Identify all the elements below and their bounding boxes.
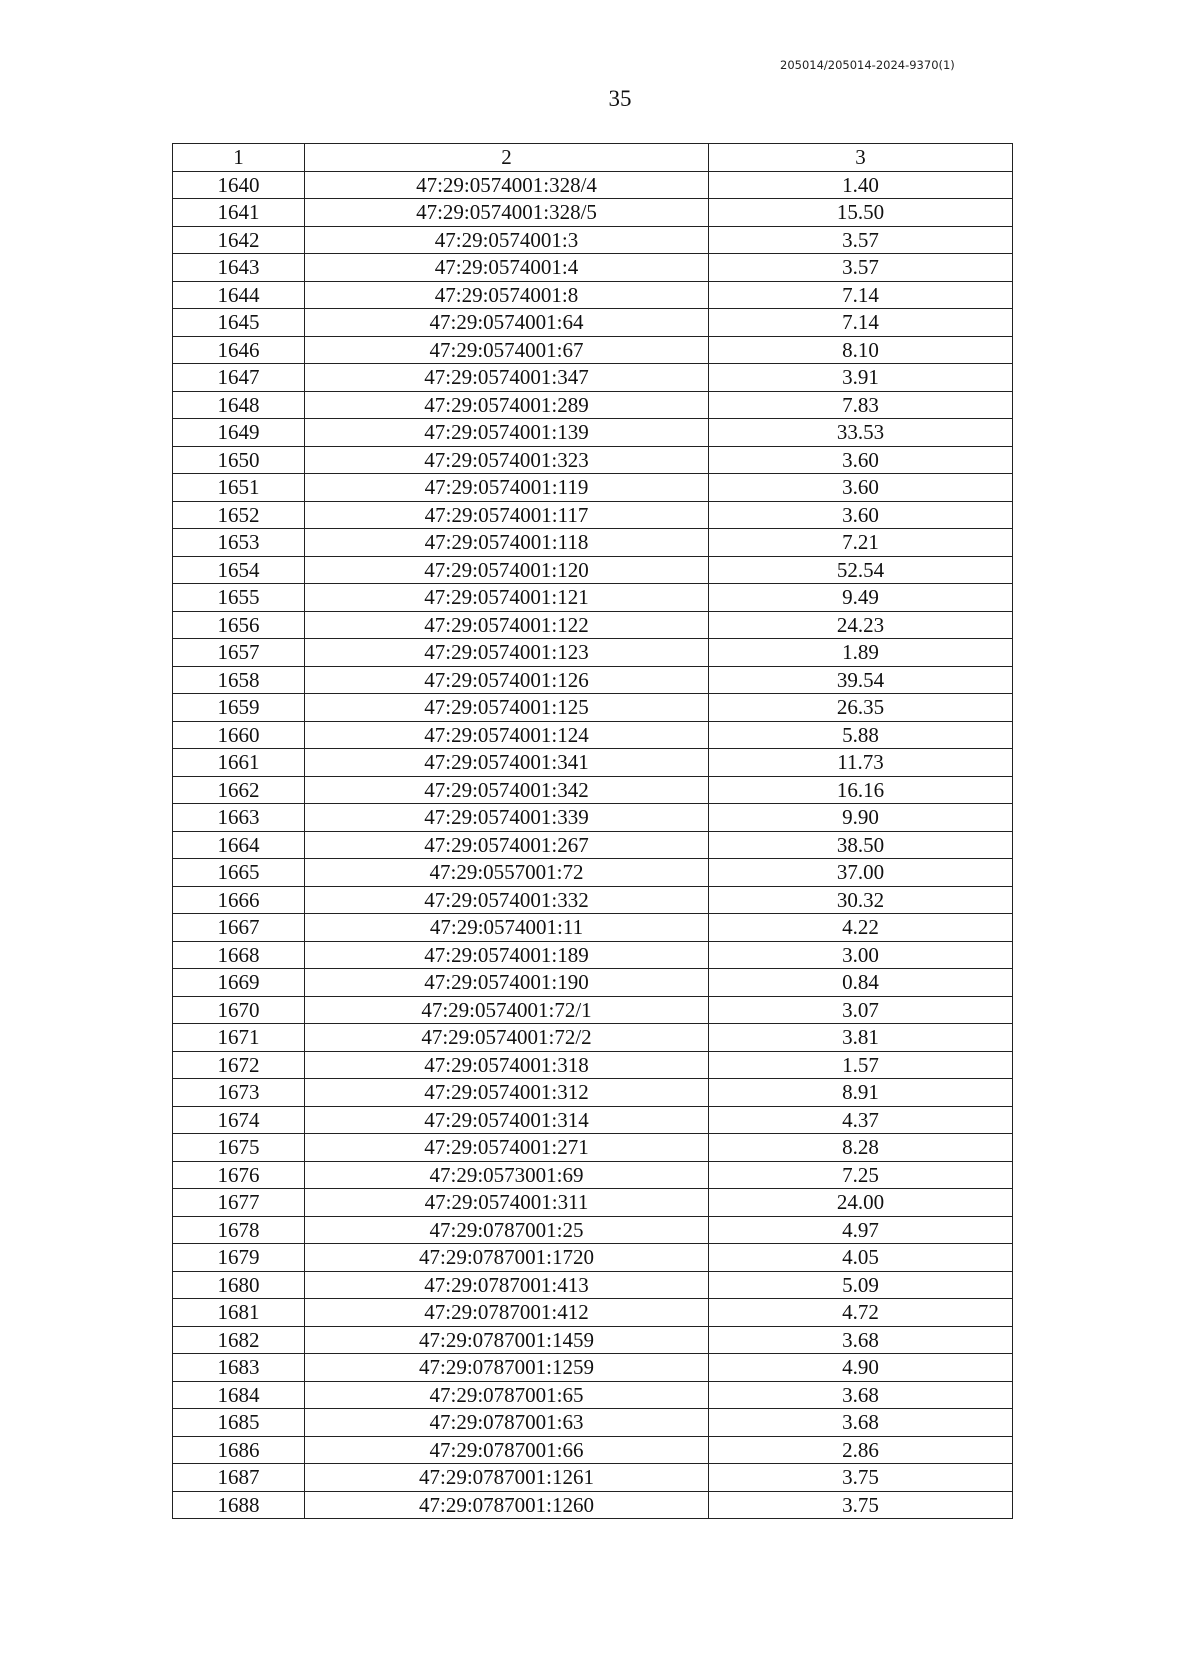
- value-cell: 4.37: [709, 1106, 1013, 1134]
- row-number-cell: 1645: [173, 309, 305, 337]
- row-number-cell: 1658: [173, 666, 305, 694]
- table-row: [173, 859, 1013, 887]
- table-row: [173, 1106, 1013, 1134]
- cadastral-number-cell: 47:29:0574001:328/5: [305, 199, 709, 227]
- value-cell: 3.91: [709, 364, 1013, 392]
- row-number-cell: 1679: [173, 1244, 305, 1272]
- cadastral-number-cell: 47:29:0574001:123: [305, 639, 709, 667]
- table-row: [173, 639, 1013, 667]
- cadastral-number-cell: 47:29:0574001:11: [305, 914, 709, 942]
- value-cell: 3.00: [709, 941, 1013, 969]
- table-row: [173, 501, 1013, 529]
- row-number-cell: 1652: [173, 501, 305, 529]
- cadastral-number-cell: 47:29:0574001:328/4: [305, 171, 709, 199]
- row-number-cell: 1665: [173, 859, 305, 887]
- row-number-cell: 1661: [173, 749, 305, 777]
- value-cell: 52.54: [709, 556, 1013, 584]
- value-cell: 16.16: [709, 776, 1013, 804]
- row-number-cell: 1677: [173, 1189, 305, 1217]
- row-number-cell: 1675: [173, 1134, 305, 1162]
- table-row: [173, 1051, 1013, 1079]
- value-cell: 26.35: [709, 694, 1013, 722]
- value-cell: 4.72: [709, 1299, 1013, 1327]
- value-cell: 3.07: [709, 996, 1013, 1024]
- cadastral-number-cell: 47:29:0787001:1720: [305, 1244, 709, 1272]
- cadastral-number-cell: 47:29:0574001:121: [305, 584, 709, 612]
- table-row: [173, 309, 1013, 337]
- table-row: [173, 914, 1013, 942]
- cadastral-number-cell: 47:29:0574001:318: [305, 1051, 709, 1079]
- row-number-cell: 1686: [173, 1436, 305, 1464]
- cadastral-number-cell: 47:29:0574001:4: [305, 254, 709, 282]
- cadastral-number-cell: 47:29:0574001:347: [305, 364, 709, 392]
- cadastral-number-cell: 47:29:0574001:117: [305, 501, 709, 529]
- value-cell: 4.90: [709, 1354, 1013, 1382]
- cadastral-number-cell: 47:29:0574001:67: [305, 336, 709, 364]
- table-row: [173, 1271, 1013, 1299]
- table-row: [173, 1189, 1013, 1217]
- cadastral-number-cell: 47:29:0574001:126: [305, 666, 709, 694]
- row-number-cell: 1654: [173, 556, 305, 584]
- row-number-cell: 1678: [173, 1216, 305, 1244]
- value-cell: 7.21: [709, 529, 1013, 557]
- row-number-cell: 1649: [173, 419, 305, 447]
- value-cell: 4.97: [709, 1216, 1013, 1244]
- row-number-cell: 1669: [173, 969, 305, 997]
- cadastral-number-cell: 47:29:0787001:1459: [305, 1326, 709, 1354]
- row-number-cell: 1648: [173, 391, 305, 419]
- row-number-cell: 1641: [173, 199, 305, 227]
- row-number-cell: 1673: [173, 1079, 305, 1107]
- value-cell: 39.54: [709, 666, 1013, 694]
- table-row: [173, 391, 1013, 419]
- cadastral-number-cell: 47:29:0574001:119: [305, 474, 709, 502]
- cadastral-number-cell: 47:29:0574001:332: [305, 886, 709, 914]
- table-row: [173, 1354, 1013, 1382]
- value-cell: 1.89: [709, 639, 1013, 667]
- value-cell: 8.10: [709, 336, 1013, 364]
- table-row: [173, 474, 1013, 502]
- value-cell: 3.60: [709, 474, 1013, 502]
- cadastral-number-cell: 47:29:0574001:342: [305, 776, 709, 804]
- row-number-cell: 1666: [173, 886, 305, 914]
- page-number: 35: [608, 86, 632, 111]
- cadastral-number-cell: 47:29:0574001:124: [305, 721, 709, 749]
- table-row: [173, 996, 1013, 1024]
- table-row: [173, 721, 1013, 749]
- value-cell: 11.73: [709, 749, 1013, 777]
- value-cell: 33.53: [709, 419, 1013, 447]
- row-number-cell: 1662: [173, 776, 305, 804]
- value-cell: 8.91: [709, 1079, 1013, 1107]
- row-number-cell: 1676: [173, 1161, 305, 1189]
- row-number-cell: 1682: [173, 1326, 305, 1354]
- row-number-cell: 1642: [173, 226, 305, 254]
- table-row: [173, 1244, 1013, 1272]
- cadastral-number-cell: 47:29:0574001:139: [305, 419, 709, 447]
- value-cell: 37.00: [709, 859, 1013, 887]
- table-row: [173, 199, 1013, 227]
- value-cell: 9.49: [709, 584, 1013, 612]
- cadastral-number-cell: 47:29:0574001:118: [305, 529, 709, 557]
- value-cell: 0.84: [709, 969, 1013, 997]
- cadastral-number-cell: 47:29:0787001:1259: [305, 1354, 709, 1382]
- cadastral-number-cell: 47:29:0787001:65: [305, 1381, 709, 1409]
- value-cell: 3.68: [709, 1409, 1013, 1437]
- cadastral-number-cell: 47:29:0787001:25: [305, 1216, 709, 1244]
- table-row: [173, 1436, 1013, 1464]
- value-cell: 3.68: [709, 1326, 1013, 1354]
- value-cell: 1.57: [709, 1051, 1013, 1079]
- cadastral-number-cell: 47:29:0574001:189: [305, 941, 709, 969]
- cadastral-number-cell: 47:29:0574001:312: [305, 1079, 709, 1107]
- value-cell: 24.23: [709, 611, 1013, 639]
- row-number-cell: 1660: [173, 721, 305, 749]
- table-row: [173, 611, 1013, 639]
- row-number-cell: 1653: [173, 529, 305, 557]
- value-cell: 4.22: [709, 914, 1013, 942]
- table-row: [173, 694, 1013, 722]
- cadastral-number-cell: 47:29:0574001:311: [305, 1189, 709, 1217]
- row-number-cell: 1643: [173, 254, 305, 282]
- row-number-cell: 1672: [173, 1051, 305, 1079]
- table-row: [173, 171, 1013, 199]
- cadastral-number-cell: 47:29:0574001:3: [305, 226, 709, 254]
- cadastral-number-cell: 47:29:0574001:72/1: [305, 996, 709, 1024]
- table-row: [173, 1491, 1013, 1519]
- value-cell: 3.57: [709, 226, 1013, 254]
- row-number-cell: 1650: [173, 446, 305, 474]
- value-cell: 38.50: [709, 831, 1013, 859]
- table-row: [173, 1134, 1013, 1162]
- cadastral-number-cell: 47:29:0574001:267: [305, 831, 709, 859]
- table-row: [173, 1216, 1013, 1244]
- column-header: 2: [305, 144, 709, 172]
- row-number-cell: 1685: [173, 1409, 305, 1437]
- value-cell: 5.09: [709, 1271, 1013, 1299]
- row-number-cell: 1670: [173, 996, 305, 1024]
- row-number-cell: 1646: [173, 336, 305, 364]
- table-row: [173, 336, 1013, 364]
- table-row: [173, 446, 1013, 474]
- cadastral-number-cell: 47:29:0574001:341: [305, 749, 709, 777]
- row-number-cell: 1681: [173, 1299, 305, 1327]
- value-cell: 7.83: [709, 391, 1013, 419]
- table-row: [173, 556, 1013, 584]
- value-cell: 7.25: [709, 1161, 1013, 1189]
- table-row: [173, 969, 1013, 997]
- cadastral-number-cell: 47:29:0574001:122: [305, 611, 709, 639]
- table-row: [173, 1024, 1013, 1052]
- table-row: [173, 1161, 1013, 1189]
- value-cell: 2.86: [709, 1436, 1013, 1464]
- table-row: [173, 1326, 1013, 1354]
- cadastral-number-cell: 47:29:0787001:413: [305, 1271, 709, 1299]
- row-number-cell: 1684: [173, 1381, 305, 1409]
- value-cell: 9.90: [709, 804, 1013, 832]
- cadastral-number-cell: 47:29:0574001:339: [305, 804, 709, 832]
- cadastral-number-cell: 47:29:0573001:69: [305, 1161, 709, 1189]
- row-number-cell: 1640: [173, 171, 305, 199]
- value-cell: 5.88: [709, 721, 1013, 749]
- row-number-cell: 1647: [173, 364, 305, 392]
- value-cell: 30.32: [709, 886, 1013, 914]
- table-row: [173, 364, 1013, 392]
- table-body: [173, 171, 1013, 1519]
- table-row: [173, 529, 1013, 557]
- row-number-cell: 1664: [173, 831, 305, 859]
- row-number-cell: 1667: [173, 914, 305, 942]
- cadastral-number-cell: 47:29:0574001:323: [305, 446, 709, 474]
- column-header: 1: [173, 144, 305, 172]
- row-number-cell: 1644: [173, 281, 305, 309]
- row-number-cell: 1680: [173, 1271, 305, 1299]
- table-row: [173, 1381, 1013, 1409]
- table-row: [173, 941, 1013, 969]
- table-row: [173, 1409, 1013, 1437]
- row-number-cell: 1688: [173, 1491, 305, 1519]
- row-number-cell: 1657: [173, 639, 305, 667]
- value-cell: 1.40: [709, 171, 1013, 199]
- header-row: [173, 144, 1013, 172]
- row-number-cell: 1674: [173, 1106, 305, 1134]
- row-number-cell: 1659: [173, 694, 305, 722]
- column-header: 3: [709, 144, 1013, 172]
- table-row: [173, 831, 1013, 859]
- cadastral-number-cell: 47:29:0574001:64: [305, 309, 709, 337]
- value-cell: 24.00: [709, 1189, 1013, 1217]
- value-cell: 15.50: [709, 199, 1013, 227]
- value-cell: 3.75: [709, 1464, 1013, 1492]
- cadastral-number-cell: 47:29:0574001:8: [305, 281, 709, 309]
- value-cell: 3.81: [709, 1024, 1013, 1052]
- table-row: [173, 666, 1013, 694]
- cadastral-number-cell: 47:29:0574001:120: [305, 556, 709, 584]
- table-row: [173, 1299, 1013, 1327]
- cadastral-number-cell: 47:29:0787001:412: [305, 1299, 709, 1327]
- cadastral-number-cell: 47:29:0574001:314: [305, 1106, 709, 1134]
- row-number-cell: 1651: [173, 474, 305, 502]
- value-cell: 3.57: [709, 254, 1013, 282]
- cadastral-number-cell: 47:29:0574001:271: [305, 1134, 709, 1162]
- registry-table: [172, 143, 1013, 1519]
- cadastral-number-cell: 47:29:0574001:289: [305, 391, 709, 419]
- table-row: [173, 1464, 1013, 1492]
- cadastral-number-cell: 47:29:0787001:66: [305, 1436, 709, 1464]
- value-cell: 3.75: [709, 1491, 1013, 1519]
- document-id: 205014/205014-2024-9370(1): [780, 58, 955, 72]
- cadastral-number-cell: 47:29:0787001:1260: [305, 1491, 709, 1519]
- cadastral-number-cell: 47:29:0574001:72/2: [305, 1024, 709, 1052]
- value-cell: 4.05: [709, 1244, 1013, 1272]
- value-cell: 3.60: [709, 446, 1013, 474]
- row-number-cell: 1655: [173, 584, 305, 612]
- cadastral-number-cell: 47:29:0557001:72: [305, 859, 709, 887]
- cadastral-number-cell: 47:29:0574001:190: [305, 969, 709, 997]
- table-row: [173, 584, 1013, 612]
- row-number-cell: 1683: [173, 1354, 305, 1382]
- row-number-cell: 1663: [173, 804, 305, 832]
- value-cell: 7.14: [709, 281, 1013, 309]
- table-row: [173, 749, 1013, 777]
- row-number-cell: 1656: [173, 611, 305, 639]
- value-cell: 3.60: [709, 501, 1013, 529]
- table-row: [173, 254, 1013, 282]
- table-row: [173, 804, 1013, 832]
- cadastral-number-cell: 47:29:0787001:1261: [305, 1464, 709, 1492]
- row-number-cell: 1671: [173, 1024, 305, 1052]
- table-row: [173, 226, 1013, 254]
- table-row: [173, 1079, 1013, 1107]
- table-row: [173, 281, 1013, 309]
- table-row: [173, 419, 1013, 447]
- table-row: [173, 776, 1013, 804]
- cadastral-number-cell: 47:29:0787001:63: [305, 1409, 709, 1437]
- table-row: [173, 886, 1013, 914]
- cadastral-number-cell: 47:29:0574001:125: [305, 694, 709, 722]
- value-cell: 7.14: [709, 309, 1013, 337]
- row-number-cell: 1668: [173, 941, 305, 969]
- value-cell: 8.28: [709, 1134, 1013, 1162]
- value-cell: 3.68: [709, 1381, 1013, 1409]
- row-number-cell: 1687: [173, 1464, 305, 1492]
